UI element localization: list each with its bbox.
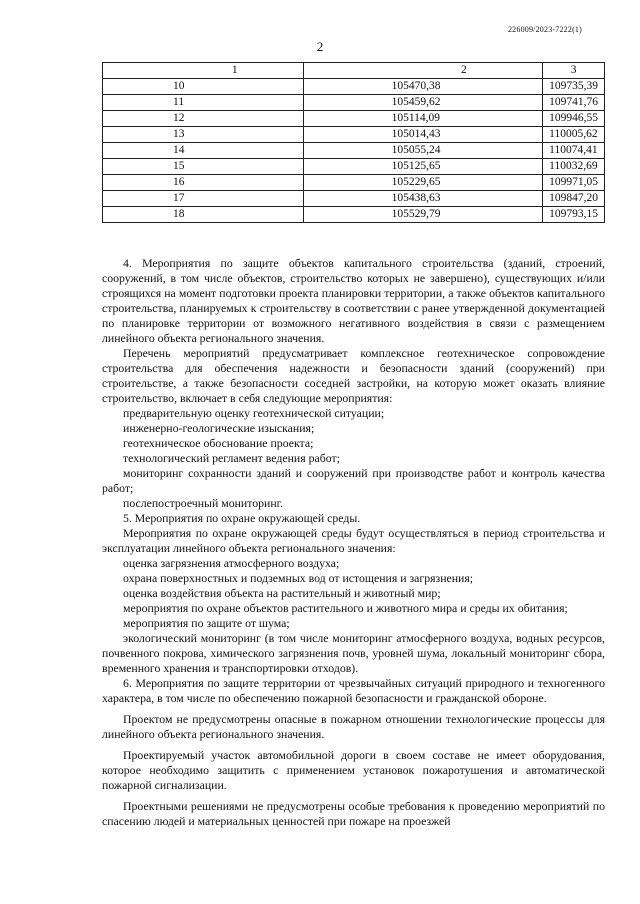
y-coordinate-cell: 110074,41 [543,143,605,159]
paragraph: Мероприятия по охране окружающей среды будут осуществляться в период строительства и эксплуатации линейного объекта регионального значения: [102,526,605,555]
table-row [103,143,605,159]
point-number-cell: 12 [103,111,304,127]
list-item: геотехническое обоснование проекта; [123,436,314,450]
point-number-cell: 15 [103,159,304,175]
table-row [103,175,605,191]
list-item: мониторинг сохранности зданий и сооружений при производстве работ и контроль качества работ; [102,466,605,495]
table-header-row [103,63,605,79]
list-item: инженерно-геологические изыскания; [123,421,315,435]
table-row [103,191,605,207]
point-number-cell: 11 [103,95,304,111]
page-number: 2 [316,39,324,54]
list-item: мероприятия по защите от шума; [123,616,290,630]
section-4-heading: 4. Мероприятия по защите объектов капитального строительства (зданий, строений, сооружений, в том числе объектов, строительство которых не завершено), существующих и/или строящихся на момент подготовки проекта планировки территории, а также объектов капитального строительства, планируемых к строительству в соответствии с ранее утвержденной документацией по планировке территории от возможного негативного воздействия в связи с размещением линейного объекта регионального значения. [102,256,605,345]
x-coordinate-cell: 105459,62 [303,95,543,111]
x-coordinate-cell: 105438,63 [303,191,543,207]
y-coordinate-cell: 109793,15 [543,207,605,223]
y-coordinate-cell: 109971,05 [543,175,605,191]
list-item: послепостроечный мониторинг. [123,496,284,510]
y-coordinate-cell: 109847,20 [543,191,605,207]
list-item: оценка воздействия объекта на растительный и животный мир; [123,586,441,600]
point-number-cell: 10 [103,79,304,95]
document-number: 226009/2023-7222(1) [507,25,582,34]
list-item: мероприятия по охране объектов растительного и животного мира и среды их обитания; [123,601,568,615]
y-coordinate-cell: 109741,76 [543,95,605,111]
x-coordinate-cell: 105529,79 [303,207,543,223]
point-number-cell: 13 [103,127,304,143]
x-coordinate-cell: 105470,38 [303,79,543,95]
table-row [103,95,605,111]
column-header: 1 [103,63,304,79]
list-item: предварительную оценку геотехнической ситуации; [123,406,385,420]
section-5-heading: 5. Мероприятия по охране окружающей среды. [123,511,361,525]
x-coordinate-cell: 105055,24 [303,143,543,159]
section-6-heading: 6. Мероприятия по защите территории от чрезвычайных ситуаций природного и техногенного характера, в том числе по обеспечению пожарной безопасности и гражданской обороне. [102,676,605,705]
table-row [103,127,605,143]
point-number-cell: 16 [103,175,304,191]
point-number-cell: 17 [103,191,304,207]
table-row [103,79,605,95]
paragraph: Проектируемый участок автомобильной дороги в своем составе не имеет оборудования, которое необходимо защитить с применением установок пожаротушения и автоматической пожарной сигнализации. [102,748,605,792]
table-row [103,207,605,223]
paragraph: Проектом не предусмотрены опасные в пожарном отношении технологические процессы для линейного объекта регионального значения. [102,712,605,741]
y-coordinate-cell: 109735,39 [543,79,605,95]
column-header: 3 [543,63,605,79]
paragraph: Проектными решениями не предусмотрены особые требования к проведению мероприятий по спасению людей и материальных ценностей при пожаре на проезжей [102,799,605,828]
list-item: оценка загрязнения атмосферного воздуха; [123,556,340,570]
x-coordinate-cell: 105014,43 [303,127,543,143]
column-header: 2 [303,63,543,79]
point-number-cell: 18 [103,207,304,223]
x-coordinate-cell: 105125,65 [303,159,543,175]
coordinates-table [102,62,605,223]
y-coordinate-cell: 109946,55 [543,111,605,127]
paragraph: Перечень мероприятий предусматривает комплексное геотехническое сопровождение строительства для обеспечения надежности и безопасности зданий (сооружений) при строительстве, а также безопасности соседней застройки, на которую может оказать влияние строительство, включает в себя следующие мероприятия: [102,346,605,405]
list-item: охрана поверхностных и подземных вод от истощения и загрязнения; [123,571,474,585]
document-body [102,256,605,829]
table-row [103,111,605,127]
list-item: экологический мониторинг (в том числе мониторинг атмосферного воздуха, водных ресурсов, почвенного покрова, химического загрязнения почв, уровней шума, локальный мониторинг сбора, временного хранения и транспортировки отходов). [102,631,605,675]
list-item: технологический регламент ведения работ; [123,451,340,465]
table-row [103,159,605,175]
x-coordinate-cell: 105114,09 [303,111,543,127]
y-coordinate-cell: 110005,62 [543,127,605,143]
x-coordinate-cell: 105229,65 [303,175,543,191]
point-number-cell: 14 [103,143,304,159]
y-coordinate-cell: 110032,69 [543,159,605,175]
